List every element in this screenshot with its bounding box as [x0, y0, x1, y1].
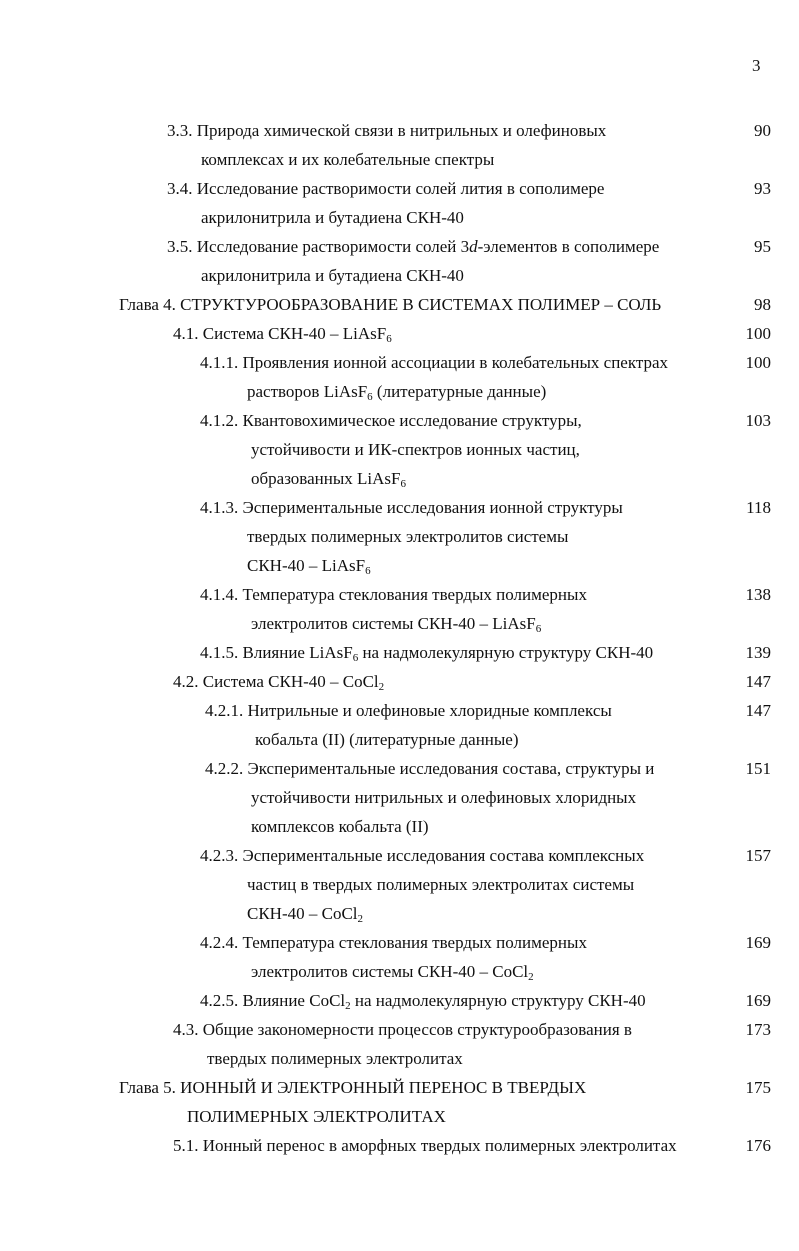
toc-entry-4-1-2 — [0, 406, 799, 493]
toc-line: 3.5. Исследование растворимости солей 3d-элементов в сополимере — [167, 237, 660, 256]
toc-page-number: 176 — [745, 1136, 771, 1155]
toc-line: Глава 4. СТРУКТУРООБРАЗОВАНИЕ В СИСТЕМАХ ПОЛИМЕР – СОЛЬ — [119, 295, 662, 314]
toc-line: 5.1. Ионный перенос в аморфных твердых полимерных электролитах — [173, 1136, 677, 1155]
toc-line: устойчивости нитрильных и олефиновых хлоридных — [251, 788, 637, 807]
toc-entry-4-3 — [0, 1015, 799, 1073]
toc-entry-4-2-5 — [0, 986, 799, 1015]
toc-page-number: 100 — [745, 353, 771, 372]
toc-line: образованных LiAsF$_6$ — [251, 469, 406, 490]
toc-entry-3-5 — [0, 232, 799, 290]
toc-line: 4.1.3. Эсперим​ентальные исследования ионной структуры — [200, 498, 623, 517]
toc-entry-4-2-1 — [0, 696, 799, 754]
toc-entry-3-4 — [0, 174, 799, 232]
table-of-contents — [0, 116, 799, 1160]
toc-line: СКН-40 – LiAsF$_6$ — [247, 556, 371, 577]
toc-line: электролитов системы СКН-40 – LiAsF$_6$ — [251, 614, 542, 635]
toc-page-number: 138 — [745, 585, 771, 604]
toc-line: акрилонитрила и бутадиена СКН-40 — [201, 208, 464, 227]
toc-page-number: 100 — [745, 324, 771, 343]
toc-line: растворов LiAsF$_6$ (литературные данные) — [247, 382, 547, 403]
toc-line: комплексах и их колебательные спектры — [201, 150, 495, 169]
toc-entry-4-2-4 — [0, 928, 799, 986]
toc-line: Глава 5. ИОННЫЙ И ЭЛЕКТРОННЫЙ ПЕРЕНОС В ТВЕРДЫХ — [119, 1078, 587, 1097]
toc-page-number: 157 — [745, 846, 771, 865]
toc-page-number: 95 — [754, 237, 771, 256]
toc-page-number: 151 — [745, 759, 771, 778]
toc-line: 4.2.2. Экспериментальные исследования состава, структуры и — [205, 759, 655, 778]
toc-line: твердых полимерных электролитах — [207, 1049, 463, 1068]
toc-line: 4.1. Система СКН-40 – LiAsF$_6$ — [173, 324, 392, 345]
toc-line: СКН-40 – CoCl$_2$ — [247, 904, 364, 925]
toc-entry-4-2-2 — [0, 754, 799, 841]
toc-page-number: 139 — [745, 643, 771, 662]
toc-line: 4.2. Система СКН-40 – CoCl$_2$ — [173, 672, 385, 693]
toc-entry-5-1 — [0, 1131, 799, 1160]
toc-line: 4.2.1. Нитрильные и олефиновые хлоридные комплексы — [205, 701, 612, 720]
toc-line: 3.4. Исследование растворимости солей лития в сополимере — [167, 179, 605, 198]
toc-page-number: 173 — [745, 1020, 771, 1039]
toc-line: 4.2.5. Влияние CoCl$_2$ на надмолекулярную структуру СКН-40 — [200, 991, 646, 1012]
toc-chapter-5 — [0, 1073, 799, 1131]
toc-page-number: 118 — [746, 498, 771, 517]
toc-entry-4-1-5 — [0, 638, 799, 667]
toc-page-number: 103 — [745, 411, 771, 430]
toc-entry-4-1-1 — [0, 348, 799, 406]
toc-entry-4-2 — [0, 667, 799, 696]
toc-line: комплексов кобальта (II) — [251, 817, 429, 836]
toc-page-number: 147 — [745, 672, 771, 691]
toc-line: кобальта (II) (литературные данные) — [255, 730, 519, 749]
toc-line: 4.1.5. Влияние LiAsF$_6$ на надмолекулярную структуру СКН-40 — [200, 643, 654, 664]
toc-line: электролитов системы СКН-40 – CoCl$_2$ — [251, 962, 534, 983]
toc-line: 4.1.2. Квантовохимическое исследование структуры, — [200, 411, 582, 430]
toc-line: 4.3. Общие закономерности процессов структурообразования в — [173, 1020, 632, 1039]
toc-line: 4.1.1. Проявления ионной ассоциации в колебательных спектрах — [200, 353, 669, 372]
toc-chapter-4 — [0, 290, 799, 319]
toc-page-number: 90 — [754, 121, 771, 140]
toc-page-number: 93 — [754, 179, 771, 198]
toc-page-number: 98 — [754, 295, 771, 314]
toc-page-number: 169 — [745, 991, 771, 1010]
toc-entry-4-2-3 — [0, 841, 799, 928]
toc-page-number: 147 — [745, 701, 771, 720]
toc-line: твердых полимерных электролитов системы — [247, 527, 569, 546]
toc-line: акрилонитрила и бутадиена СКН-40 — [201, 266, 464, 285]
toc-entry-4-1 — [0, 319, 799, 348]
toc-page-number: 175 — [745, 1078, 771, 1097]
toc-page-number: 169 — [745, 933, 771, 952]
toc-line: устойчивости и ИК-спектров ионных частиц, — [251, 440, 580, 459]
toc-line: 3.3. Природа химической связи в нитрильных и олефиновых — [167, 121, 607, 140]
toc-entry-4-1-4 — [0, 580, 799, 638]
toc-line: 4.2.4. Температура стеклования твердых полимерных — [200, 933, 587, 952]
toc-entry-3-3 — [0, 116, 799, 174]
page-number: 3 — [752, 56, 761, 75]
toc-line: ПОЛИМЕРНЫХ ЭЛЕКТРОЛИТАХ — [187, 1107, 446, 1126]
toc-line: 4.1.4. Температура стеклования твердых полимерных — [200, 585, 587, 604]
toc-line: частиц в твердых полимерных электролитах системы — [247, 875, 635, 894]
toc-line: 4.2.3. Эсперим​ентальные исследования состава комплексных — [200, 846, 645, 865]
toc-entry-4-1-3 — [0, 493, 799, 580]
